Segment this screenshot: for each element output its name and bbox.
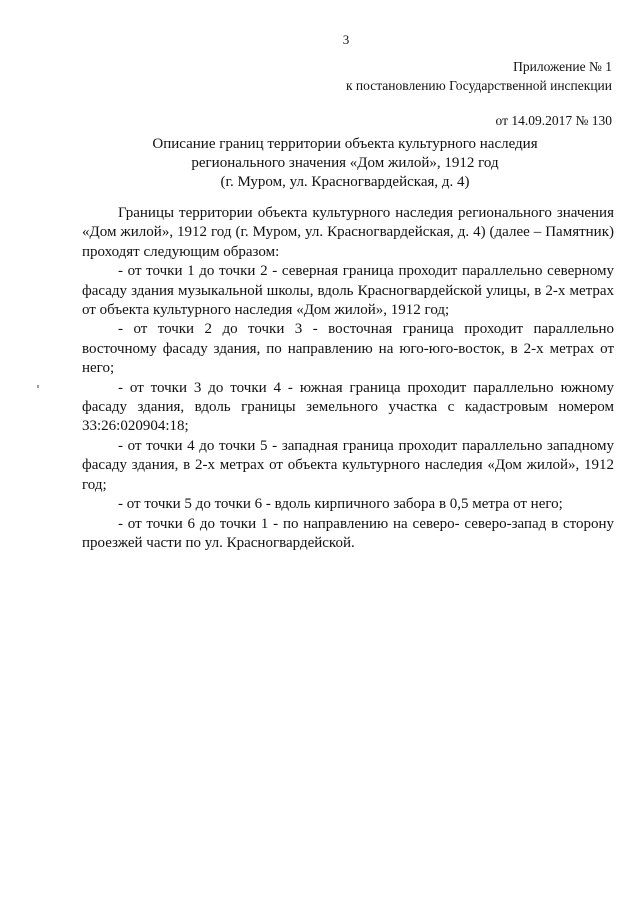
document-title xyxy=(100,135,590,192)
paragraph-point-6-1: - от точки 6 до точки 1 - по направлению на северо- северо-запад в сторону проезжей части по ул. Красногвардейской. xyxy=(82,515,614,551)
paragraph-point-3-4: - от точки 3 до точки 4 - южная граница проходит параллельно южному фасаду здания, вдоль границы земельного участка с кадастровым номером 33:26:020904:18; xyxy=(82,379,614,435)
paragraph-point-4-5: - от точки 4 до точки 5 - западная граница проходит параллельно западному фасаду здания, в 2-х метрах от объекта культурного наследия «Дом жилой», 1912 год; xyxy=(82,437,614,493)
title-line-3: (г. Муром, ул. Красногвардейская, д. 4) xyxy=(220,174,470,190)
title-line-1: Описание границ территории объекта культурного наследия xyxy=(152,136,538,152)
appendix-header xyxy=(346,57,612,130)
paragraph-point-5-6: - от точки 5 до точки 6 - вдоль кирпичного забора в 0,5 метра от него; xyxy=(118,496,563,513)
paragraph-intro: Границы территории объекта культурного наследия регионального значения «Дом жилой», 1912 год (г. Муром, ул. Красногвардейская, д. 4) (далее – Памятник) проходят следующим образом: xyxy=(82,205,614,260)
paragraph-point-2-3: - от точки 2 до точки 3 - восточная граница проходит параллельно восточному фасаду здания, по направлению на юго-юго-восток, в 2-х метрах от него; xyxy=(82,321,614,377)
document-body xyxy=(82,204,614,553)
scan-speck xyxy=(37,385,39,388)
appendix-reference: к постановлению Государственной инспекции xyxy=(346,78,612,93)
appendix-date: от 14.09.2017 № 130 xyxy=(495,113,612,128)
page-number: 3 xyxy=(342,32,350,47)
title-line-2: регионального значения «Дом жилой», 1912 год xyxy=(191,155,499,171)
paragraph-point-1-2: - от точки 1 до точки 2 - северная граница проходит параллельно северному фасаду здания музыкальной школы, вдоль Красногвардейской улицы, в 2-х метрах от объекта культурного наследия «Дом жилой», 1912 год; xyxy=(82,263,614,319)
appendix-label: Приложение № 1 xyxy=(513,59,612,74)
